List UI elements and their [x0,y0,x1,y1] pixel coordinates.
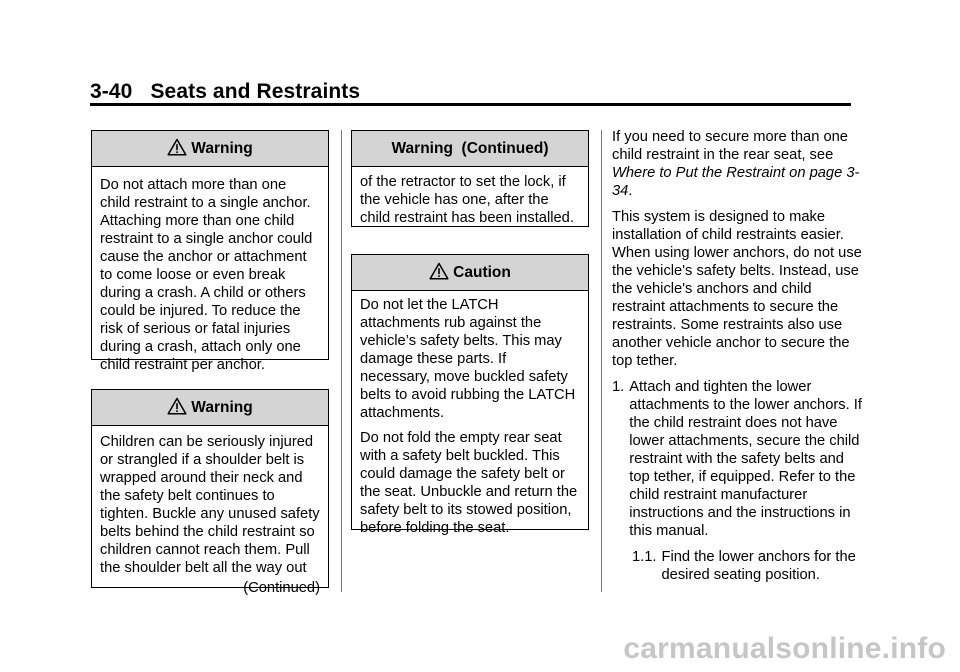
warning-box-1-body [92,167,328,374]
warning-box-2-body [92,426,328,597]
warning-box-1-header [92,131,328,167]
column-divider-right [601,130,602,592]
warning-continued-box [351,130,589,227]
warning-continued-title: Warning (Continued) [391,139,549,157]
caution-paragraph-1: Do not let the LATCH attachments rub against the vehicle’s safety belts. This may damage these parts. If necessary, move buckled safety belts to avoid rubbing the LATCH attachments. [360,297,576,421]
warning-box-2-title: Warning [191,398,253,416]
warning-continued-text: of the retractor to set the lock, if the vehicle has one, after the child restraint has been installed. [360,174,574,226]
step-1-number: 1. [612,379,625,395]
warning-continued-header [352,131,588,167]
caution-box-header [352,255,588,291]
caution-box-title: Caution [453,263,511,281]
header-rule [90,103,851,106]
step-1 [612,378,862,540]
lower-anchors-paragraph: This system is designed to make installation of child restraints easier. When using lower anchors, do not use the vehicle's safety belts. Instead, use the vehicle's anchors and child restraint attachments to secure the restraints. Some restraints also use another vehicle anchor to secure the top tether. [612,209,862,369]
page-number: 3-40 [90,80,133,103]
page-header [90,80,360,104]
column-divider-left [341,130,342,592]
caution-box [351,254,589,536]
step-1-1-number: 1.1. [632,549,657,565]
intro-paragraph [612,128,862,200]
warning-continued-body [352,167,588,227]
step-1-1 [612,548,862,584]
step-1-text: Attach and tighten the lower attachments to the lower anchors. If the child restraint does not have lower attachments, secure the child restraint with the safety belts and top tether, if equipped. Refer to the child restraint manufacturer instructions and the instructions in this manual. [629,379,862,539]
watermark: carmanualsonline.info [623,632,946,665]
warning-box-1-title: Warning [191,139,253,157]
section-title: Seats and Restraints [150,80,361,103]
warning-triangle-icon [167,397,187,415]
intro-text: If you need to secure more than one child restraint in the rear seat, see [612,129,848,163]
warning-triangle-icon [429,262,449,280]
warning-triangle-icon [167,138,187,156]
warning-box-2-header [92,390,328,426]
warning-box-1 [91,130,329,373]
caution-box-body [352,291,588,537]
caution-paragraph-2: Do not fold the empty rear seat with a safety belt buckled. This could damage the safety belt or the seat. Unbuckle and return the safety belt to its stowed position, before folding the seat. [360,430,578,536]
warning-box-1-text: Do not attach more than one child restraint to a single anchor. Attaching more than one child restraint to a single anchor could cause the anchor or attachment to come loose or even break during a crash. A child or others could be injured. To reduce the risk of serious or fatal injuries during a crash, attach only one child restraint per anchor. [100,177,313,373]
step-1-1-text: Find the lower anchors for the desired seating position. [661,549,856,583]
warning-box-2-text: Children can be seriously injured or strangled if a shoulder belt is wrapped around their neck and the safety belt continues to tighten. Buckle any unused safety belts behind the child restraint so children cannot reach them. Pull the shoulder belt all the way out [100,434,320,576]
right-column [612,128,862,584]
continued-label: (Continued) [243,580,320,596]
intro-end: . [628,183,633,199]
warning-box-2 [91,389,329,596]
cross-reference-link[interactable]: Where to Put the Restraint on page 3-34 [612,165,860,199]
